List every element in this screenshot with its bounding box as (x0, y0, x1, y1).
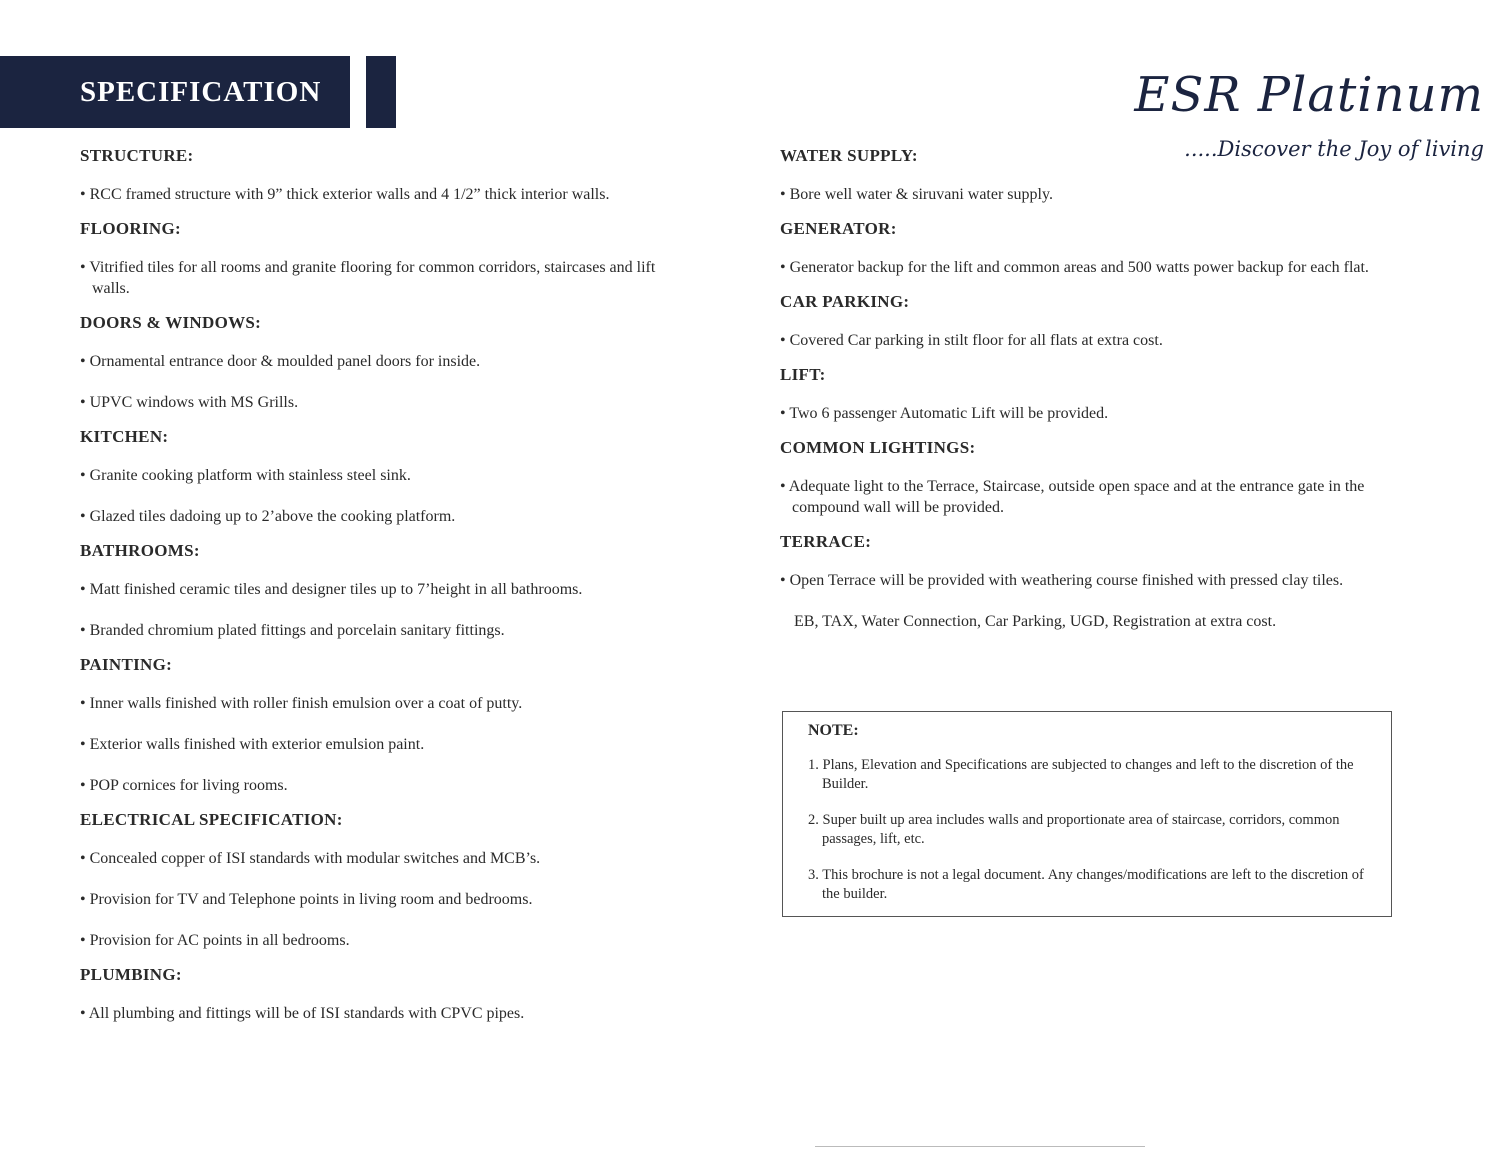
section-title: KITCHEN: (80, 427, 169, 446)
spec-item: • Provision for AC points in all bedrooms. (80, 932, 350, 949)
spec-item: • Concealed copper of ISI standards with modular switches and MCB’s. (80, 850, 541, 867)
spec-section (80, 216, 680, 299)
spec-item: • Adequate light to the Terrace, Staircase, outside open space and at the entrance gate in the compound wall will be provided. (780, 478, 1365, 516)
spec-item: • Provision for TV and Telephone points in living room and bedrooms. (80, 891, 533, 908)
banner-accent-bar (366, 56, 396, 128)
note-item: 2. Super built up area includes walls and proportionate area of staircase, corridors, common passages, lift, etc. (808, 812, 1340, 847)
spec-section (80, 807, 680, 951)
section-title: PAINTING: (80, 655, 173, 674)
section-title: DOORS & WINDOWS: (80, 313, 262, 332)
section-title: TERRACE: (780, 532, 872, 551)
spec-item: • RCC framed structure with 9” thick exterior walls and 4 1/2” thick interior walls. (80, 186, 610, 203)
spec-item: • Generator backup for the lift and common areas and 500 watts power backup for each flat. (780, 259, 1369, 276)
spec-section (780, 435, 1420, 518)
brand-name: ESR Platinum (1134, 67, 1484, 123)
section-title: PLUMBING: (80, 965, 182, 984)
spec-item: • POP cornices for living rooms. (80, 777, 288, 794)
spec-item: • Bore well water & siruvani water supply. (780, 186, 1053, 203)
spec-item: • Matt finished ceramic tiles and designer tiles up to 7’height in all bathrooms. (80, 581, 583, 598)
spec-section (780, 216, 1420, 278)
section-title: LIFT: (780, 365, 826, 384)
section-title: STRUCTURE: (80, 146, 194, 165)
spec-section (780, 362, 1420, 424)
section-title: COMMON LIGHTINGS: (780, 438, 976, 457)
section-title: ELECTRICAL SPECIFICATION: (80, 810, 343, 829)
section-title: GENERATOR: (780, 219, 897, 238)
spec-section (80, 424, 680, 527)
note-item: 3. This brochure is not a legal document. Any changes/modifications are left to the discretion of the builder. (808, 867, 1364, 902)
spec-item: • Two 6 passenger Automatic Lift will be provided. (780, 405, 1109, 422)
section-title: FLOORING: (80, 219, 181, 238)
extra-cost-note: EB, TAX, Water Connection, Car Parking, UGD, Registration at extra cost. (794, 613, 1277, 630)
note-title: NOTE: (808, 722, 859, 739)
spec-section (80, 143, 680, 205)
banner-title: SPECIFICATION (80, 75, 322, 108)
note-box (782, 711, 1392, 917)
spec-section (80, 962, 680, 1024)
spec-section (80, 538, 680, 641)
section-title: BATHROOMS: (80, 541, 200, 560)
spec-section (80, 652, 680, 796)
spec-section (780, 289, 1420, 351)
spec-item: • UPVC windows with MS Grills. (80, 394, 299, 411)
spec-item: • Exterior walls finished with exterior emulsion paint. (80, 736, 425, 753)
note-item: 1. Plans, Elevation and Specifications are subjected to changes and left to the discretion of the Builder. (808, 757, 1354, 792)
right-column (780, 143, 1420, 632)
left-column (80, 143, 680, 1035)
spec-section (780, 143, 1420, 205)
spec-item: • Glazed tiles dadoing up to 2’above the cooking platform. (80, 508, 456, 525)
bottom-divider (815, 1146, 1145, 1147)
section-title: CAR PARKING: (780, 292, 910, 311)
brand-tagline: .....Discover the Joy of living (1184, 137, 1484, 161)
spec-item: • Open Terrace will be provided with weathering course finished with pressed clay tiles. (780, 572, 1344, 589)
spec-item: • Branded chromium plated fittings and porcelain sanitary fittings. (80, 622, 505, 639)
spec-item: • Inner walls finished with roller finish emulsion over a coat of putty. (80, 695, 523, 712)
spec-item: • Vitrified tiles for all rooms and granite flooring for common corridors, staircases and lift walls. (80, 259, 656, 297)
spec-item: • Granite cooking platform with stainless steel sink. (80, 467, 411, 484)
spec-item: • All plumbing and fittings will be of ISI standards with CPVC pipes. (80, 1005, 525, 1022)
section-title: WATER SUPPLY: (780, 146, 918, 165)
spec-item: • Ornamental entrance door & moulded panel doors for inside. (80, 353, 481, 370)
spec-section (780, 529, 1420, 591)
spec-item: • Covered Car parking in stilt floor for all flats at extra cost. (780, 332, 1163, 349)
spec-section (80, 310, 680, 413)
specification-banner (0, 56, 350, 128)
